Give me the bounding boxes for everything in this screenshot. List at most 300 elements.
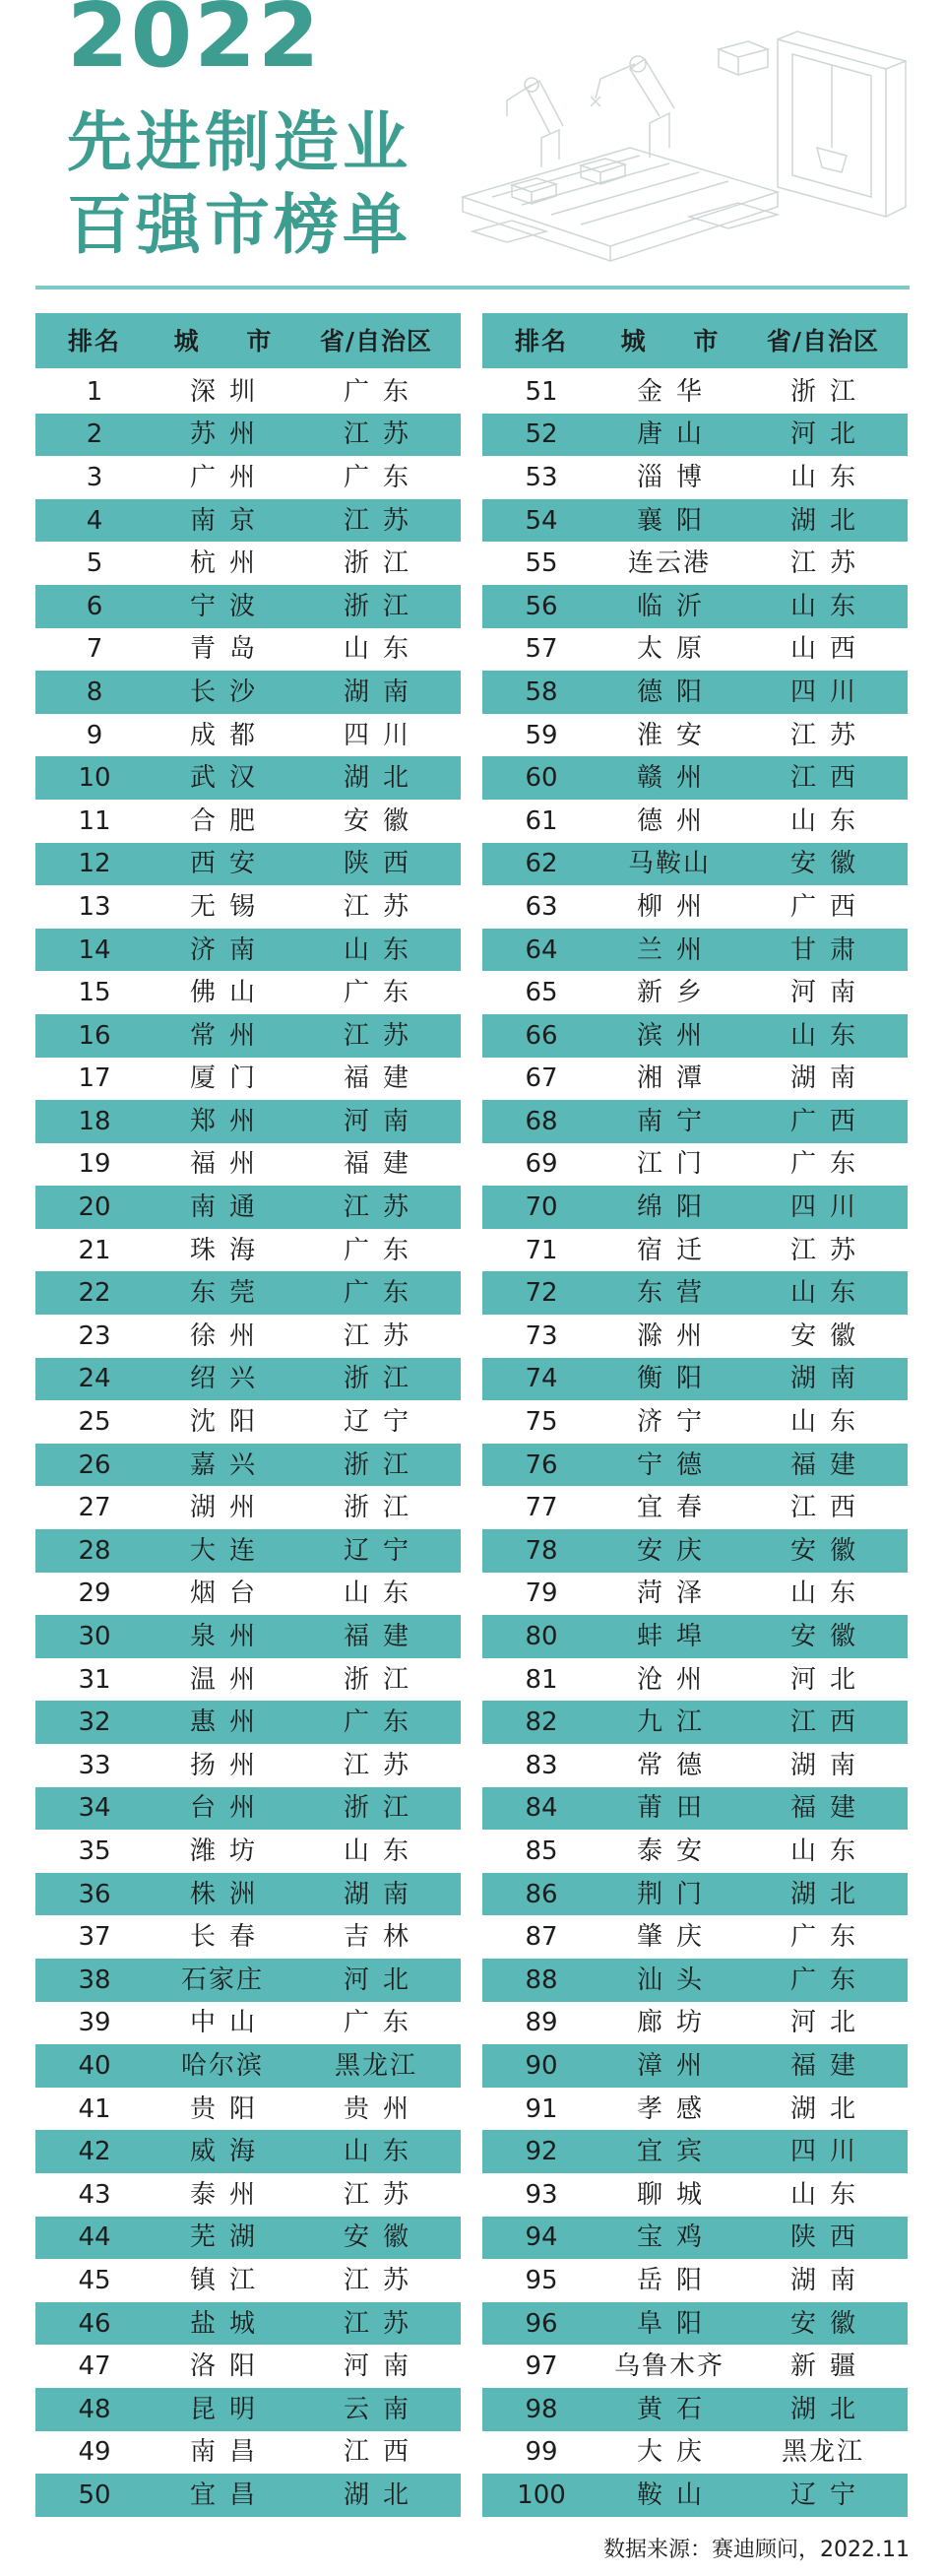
city-cell: 大庆 [636, 2437, 716, 2468]
province-cell: 辽宁 [343, 1535, 422, 1566]
province-cell: 四川 [789, 676, 869, 707]
province-cell: 河南 [343, 2351, 422, 2382]
rank-cell: 67 [525, 1063, 558, 1094]
city-cell: 大连 [189, 1535, 269, 1566]
table-row [35, 1100, 461, 1143]
rank-cell: 28 [78, 1535, 111, 1566]
table-row [482, 2431, 908, 2475]
rank-cell: 93 [525, 2179, 558, 2210]
city-cell: 淄博 [636, 462, 716, 492]
rank-cell: 61 [525, 805, 558, 836]
city-cell: 衡阳 [636, 1364, 716, 1394]
province-cell: 浙江 [343, 1493, 422, 1523]
table-row [482, 2388, 908, 2431]
city-cell: 临沂 [636, 591, 716, 621]
province-cell: 江苏 [343, 1320, 422, 1351]
rank-cell: 84 [525, 1793, 558, 1824]
city-cell: 唐山 [636, 419, 716, 450]
rank-cell: 79 [525, 1578, 558, 1609]
table-row [35, 1143, 461, 1187]
table-row [482, 1014, 908, 1058]
rank-cell: 13 [78, 891, 111, 922]
city-cell: 金华 [636, 376, 716, 407]
ranking-table-right [482, 313, 908, 2517]
province-cell: 福建 [789, 1449, 869, 1480]
province-cell: 河南 [789, 978, 869, 1008]
province-cell: 辽宁 [343, 1407, 422, 1438]
table-row [482, 499, 908, 543]
city-cell: 沈阳 [189, 1407, 269, 1438]
city-cell: 苏州 [189, 419, 269, 450]
rank-cell: 21 [78, 1235, 111, 1265]
province-cell: 辽宁 [789, 2479, 869, 2510]
table-row [482, 2088, 908, 2131]
province-cell: 江苏 [343, 505, 422, 536]
table-row [35, 929, 461, 972]
city-cell: 南通 [189, 1192, 269, 1223]
province-cell: 河北 [789, 419, 869, 450]
province-cell: 浙江 [343, 591, 422, 621]
city-cell: 南京 [189, 505, 269, 536]
rank-cell: 52 [525, 419, 558, 450]
city-cell: 芜湖 [189, 2222, 269, 2253]
table-row [35, 1915, 461, 1959]
city-cell: 沧州 [636, 1664, 716, 1695]
title-line-2: 百强市榜单 [67, 187, 411, 263]
rank-cell: 17 [78, 1063, 111, 1094]
header-divider [35, 286, 910, 290]
province-cell: 山东 [343, 1835, 422, 1866]
rank-cell: 4 [86, 505, 103, 536]
table-row [35, 542, 461, 585]
city-cell: 合肥 [189, 805, 269, 836]
city-cell: 绵阳 [636, 1192, 716, 1223]
province-cell: 吉林 [343, 1922, 422, 1953]
province-cell: 湖北 [343, 763, 422, 794]
city-cell: 泰安 [636, 1835, 716, 1866]
table-row [482, 456, 908, 499]
city-cell: 廊坊 [636, 2008, 716, 2038]
table-row [35, 370, 461, 414]
rank-cell: 31 [78, 1664, 111, 1695]
table-row [35, 1744, 461, 1787]
province-cell: 河北 [789, 2008, 869, 2038]
province-cell: 河北 [343, 1964, 422, 1995]
province-cell: 广东 [343, 978, 422, 1008]
city-cell: 厦门 [189, 1063, 269, 1094]
province-cell: 江西 [789, 1707, 869, 1738]
table-row [482, 1744, 908, 1787]
city-cell: 阜阳 [636, 2308, 716, 2339]
province-cell: 湖北 [789, 1879, 869, 1909]
rank-cell: 70 [525, 1192, 558, 1223]
city-cell: 肇庆 [636, 1922, 716, 1953]
province-cell: 湖南 [789, 2265, 869, 2295]
city-cell: 德阳 [636, 676, 716, 707]
city-cell: 佛山 [189, 978, 269, 1008]
city-cell: 漳州 [636, 2050, 716, 2081]
province-cell: 江苏 [343, 2265, 422, 2295]
rank-cell: 48 [78, 2394, 111, 2424]
table-row [482, 1529, 908, 1573]
province-cell: 江苏 [343, 2308, 422, 2339]
province-cell: 河北 [789, 1664, 869, 1695]
table-row [35, 1186, 461, 1229]
rank-cell: 91 [525, 2093, 558, 2124]
city-cell: 广州 [189, 462, 269, 492]
factory-robot-arm-illustration-icon [453, 10, 915, 276]
rank-cell: 56 [525, 591, 558, 621]
rank-cell: 5 [86, 548, 103, 579]
province-cell: 广东 [789, 1964, 869, 1995]
table-row [35, 2345, 461, 2388]
table-row [35, 2173, 461, 2217]
province-cell: 云南 [343, 2394, 422, 2424]
province-cell: 四川 [789, 1192, 869, 1223]
table-row [482, 2002, 908, 2045]
city-cell: 柳州 [636, 891, 716, 922]
table-row [35, 756, 461, 800]
province-cell: 江苏 [789, 720, 869, 750]
rank-cell: 72 [525, 1278, 558, 1309]
province-cell: 浙江 [789, 376, 869, 407]
city-cell: 绍兴 [189, 1364, 269, 1394]
table-row [482, 2259, 908, 2302]
city-cell: 江门 [636, 1149, 716, 1180]
rank-cell: 51 [525, 376, 558, 407]
column-header-city: 城 市 [173, 326, 291, 355]
table-row [35, 971, 461, 1014]
province-cell: 湖北 [789, 2394, 869, 2424]
rank-cell: 8 [86, 676, 103, 707]
rank-cell: 20 [78, 1192, 111, 1223]
rank-cell: 6 [86, 591, 103, 621]
province-cell: 山东 [343, 934, 422, 965]
city-cell: 莆田 [636, 1793, 716, 1824]
table-row [482, 628, 908, 672]
table-row [35, 714, 461, 757]
city-cell: 贵阳 [189, 2093, 269, 2124]
province-cell: 黑龙江 [781, 2437, 864, 2468]
city-cell: 兰州 [636, 934, 716, 965]
rank-cell: 73 [525, 1320, 558, 1351]
city-cell: 杭州 [189, 548, 269, 579]
table-row [35, 456, 461, 499]
province-cell: 江苏 [343, 1020, 422, 1051]
column-header-province: 省/自治区 [766, 326, 880, 355]
province-cell: 山东 [789, 591, 869, 621]
table-row [482, 1573, 908, 1616]
city-cell: 宿迁 [636, 1235, 716, 1265]
province-cell: 山东 [789, 462, 869, 492]
province-cell: 浙江 [343, 1449, 422, 1480]
rank-cell: 55 [525, 548, 558, 579]
city-cell: 宜春 [636, 1493, 716, 1523]
city-cell: 宁德 [636, 1449, 716, 1480]
table-row [35, 843, 461, 886]
table-row [482, 1486, 908, 1529]
table-row [482, 542, 908, 585]
rank-cell: 26 [78, 1449, 111, 1480]
city-cell: 台州 [189, 1793, 269, 1824]
city-cell: 郑州 [189, 1106, 269, 1136]
table-row [482, 885, 908, 929]
city-cell: 聊城 [636, 2179, 716, 2210]
rank-cell: 34 [78, 1793, 111, 1824]
table-row [35, 1400, 461, 1444]
province-cell: 河南 [343, 1106, 422, 1136]
city-cell: 安庆 [636, 1535, 716, 1566]
province-cell: 安徽 [343, 805, 422, 836]
table-header-row [35, 313, 461, 368]
table-row [35, 1271, 461, 1315]
province-cell: 山东 [789, 1020, 869, 1051]
province-cell: 湖南 [789, 1364, 869, 1394]
rank-cell: 27 [78, 1493, 111, 1523]
table-row [35, 1658, 461, 1702]
city-cell: 德州 [636, 805, 716, 836]
rank-cell: 46 [78, 2308, 111, 2339]
table-row [482, 2173, 908, 2217]
city-cell: 威海 [189, 2137, 269, 2167]
table-row [35, 2388, 461, 2431]
rank-cell: 62 [525, 849, 558, 879]
province-cell: 广东 [789, 1149, 869, 1180]
province-cell: 广东 [343, 1235, 422, 1265]
province-cell: 湖南 [789, 1750, 869, 1780]
city-cell: 南宁 [636, 1106, 716, 1136]
province-cell: 山东 [343, 1578, 422, 1609]
table-row [35, 2431, 461, 2475]
rank-cell: 44 [78, 2222, 111, 2253]
province-cell: 湖南 [789, 1063, 869, 1094]
city-cell: 乌鲁木齐 [613, 2351, 724, 2382]
table-row [482, 2130, 908, 2173]
city-cell: 青岛 [189, 634, 269, 665]
table-row [482, 971, 908, 1014]
rank-cell: 98 [525, 2394, 558, 2424]
city-cell: 宁波 [189, 591, 269, 621]
table-row [35, 1315, 461, 1358]
rank-cell: 10 [78, 763, 111, 794]
city-cell: 株洲 [189, 1879, 269, 1909]
rank-cell: 87 [525, 1922, 558, 1953]
city-cell: 黄石 [636, 2394, 716, 2424]
table-row [482, 1229, 908, 1272]
city-cell: 扬州 [189, 1750, 269, 1780]
table-row [35, 2217, 461, 2260]
table-row [35, 1058, 461, 1101]
rank-cell: 18 [78, 1106, 111, 1136]
table-header-row [482, 313, 908, 368]
rank-cell: 96 [525, 2308, 558, 2339]
rank-cell: 74 [525, 1364, 558, 1394]
rank-cell: 71 [525, 1235, 558, 1265]
province-cell: 福建 [343, 1149, 422, 1180]
city-cell: 长沙 [189, 676, 269, 707]
province-cell: 江苏 [789, 1235, 869, 1265]
province-cell: 安徽 [789, 849, 869, 879]
province-cell: 黑龙江 [334, 2050, 417, 2081]
province-cell: 湖北 [789, 2093, 869, 2124]
city-cell: 西安 [189, 849, 269, 879]
table-row [482, 1959, 908, 2002]
city-cell: 泰州 [189, 2179, 269, 2210]
province-cell: 浙江 [343, 1364, 422, 1394]
city-cell: 惠州 [189, 1707, 269, 1738]
table-row [35, 585, 461, 628]
rank-cell: 80 [525, 1622, 558, 1652]
year-title: 2022 [67, 0, 322, 88]
rank-cell: 66 [525, 1020, 558, 1051]
table-row [35, 628, 461, 672]
rank-cell: 36 [78, 1879, 111, 1909]
rank-cell: 78 [525, 1535, 558, 1566]
title-line-1: 先进制造业 [67, 104, 411, 180]
city-cell: 蚌埠 [636, 1622, 716, 1652]
rank-cell: 23 [78, 1320, 111, 1351]
rank-cell: 22 [78, 1278, 111, 1309]
rank-cell: 12 [78, 849, 111, 879]
rank-cell: 88 [525, 1964, 558, 1995]
rank-cell: 41 [78, 2093, 111, 2124]
province-cell: 江西 [343, 2437, 422, 2468]
rank-cell: 92 [525, 2137, 558, 2167]
city-cell: 南昌 [189, 2437, 269, 2468]
table-row [482, 1873, 908, 1916]
province-cell: 广东 [343, 462, 422, 492]
province-cell: 安徽 [789, 1622, 869, 1652]
city-cell: 哈尔滨 [180, 2050, 264, 2081]
province-cell: 广东 [343, 1278, 422, 1309]
rank-cell: 40 [78, 2050, 111, 2081]
rank-cell: 54 [525, 505, 558, 536]
province-cell: 江西 [789, 1493, 869, 1523]
table-row [35, 1358, 461, 1401]
rank-cell: 86 [525, 1879, 558, 1909]
city-cell: 太原 [636, 634, 716, 665]
province-cell: 山东 [789, 1278, 869, 1309]
province-cell: 湖北 [789, 505, 869, 536]
table-row [35, 414, 461, 457]
province-cell: 山东 [789, 2179, 869, 2210]
table-row [482, 2044, 908, 2088]
city-cell: 福州 [189, 1149, 269, 1180]
province-cell: 甘肃 [789, 934, 869, 965]
rank-cell: 53 [525, 462, 558, 492]
rank-cell: 15 [78, 978, 111, 1008]
province-cell: 山东 [343, 634, 422, 665]
table-row [482, 1915, 908, 1959]
table-row [482, 1271, 908, 1315]
city-cell: 新乡 [636, 978, 716, 1008]
province-cell: 广东 [343, 2008, 422, 2038]
rank-cell: 75 [525, 1407, 558, 1438]
table-row [482, 414, 908, 457]
rank-cell: 32 [78, 1707, 111, 1738]
province-cell: 四川 [789, 2137, 869, 2167]
province-cell: 湖南 [343, 1879, 422, 1909]
rank-cell: 69 [525, 1149, 558, 1180]
ranking-table-left [35, 313, 461, 2517]
rank-cell: 9 [86, 720, 103, 750]
province-cell: 浙江 [343, 1793, 422, 1824]
table-row [35, 1959, 461, 2002]
rank-cell: 89 [525, 2008, 558, 2038]
city-cell: 汕头 [636, 1964, 716, 1995]
rank-cell: 45 [78, 2265, 111, 2295]
table-row [482, 1830, 908, 1873]
table-row [482, 1186, 908, 1229]
column-header-rank: 排名 [514, 326, 568, 355]
city-cell: 武汉 [189, 763, 269, 794]
city-cell: 常州 [189, 1020, 269, 1051]
table-row [35, 2088, 461, 2131]
province-cell: 广西 [789, 891, 869, 922]
city-cell: 九江 [636, 1707, 716, 1738]
rank-cell: 43 [78, 2179, 111, 2210]
table-row [482, 843, 908, 886]
table-row [482, 2302, 908, 2346]
rank-cell: 30 [78, 1622, 111, 1652]
province-cell: 湖南 [343, 676, 422, 707]
rank-cell: 50 [78, 2479, 111, 2510]
table-row [35, 1873, 461, 1916]
table-row [482, 370, 908, 414]
rank-cell: 85 [525, 1835, 558, 1866]
rank-cell: 83 [525, 1750, 558, 1780]
rank-cell: 94 [525, 2222, 558, 2253]
province-cell: 江苏 [343, 1192, 422, 1223]
city-cell: 珠海 [189, 1235, 269, 1265]
table-row [482, 1444, 908, 1487]
rank-cell: 100 [517, 2479, 566, 2510]
city-cell: 潍坊 [189, 1835, 269, 1866]
table-row [482, 671, 908, 714]
rank-cell: 63 [525, 891, 558, 922]
table-row [482, 714, 908, 757]
province-cell: 福建 [343, 1622, 422, 1652]
city-cell: 孝感 [636, 2093, 716, 2124]
city-cell: 荆门 [636, 1879, 716, 1909]
province-cell: 广西 [789, 1106, 869, 1136]
province-cell: 山东 [343, 2137, 422, 2167]
province-cell: 安徽 [789, 1320, 869, 1351]
city-cell: 宜宾 [636, 2137, 716, 2167]
table-row [35, 1701, 461, 1744]
province-cell: 陕西 [789, 2222, 869, 2253]
city-cell: 襄阳 [636, 505, 716, 536]
table-row [35, 2130, 461, 2173]
table-row [35, 1787, 461, 1831]
rank-cell: 47 [78, 2351, 111, 2382]
city-cell: 济南 [189, 934, 269, 965]
city-cell: 长春 [189, 1922, 269, 1953]
table-row [482, 1658, 908, 1702]
city-cell: 东营 [636, 1278, 716, 1309]
column-header-rank: 排名 [67, 326, 121, 355]
province-cell: 广东 [789, 1922, 869, 1953]
city-cell: 菏泽 [636, 1578, 716, 1609]
rank-cell: 7 [86, 634, 103, 665]
city-cell: 石家庄 [180, 1964, 264, 1995]
rank-cell: 81 [525, 1664, 558, 1695]
table-row [35, 1486, 461, 1529]
table-row [482, 585, 908, 628]
city-cell: 烟台 [189, 1578, 269, 1609]
province-cell: 浙江 [343, 548, 422, 579]
province-cell: 山东 [789, 1407, 869, 1438]
